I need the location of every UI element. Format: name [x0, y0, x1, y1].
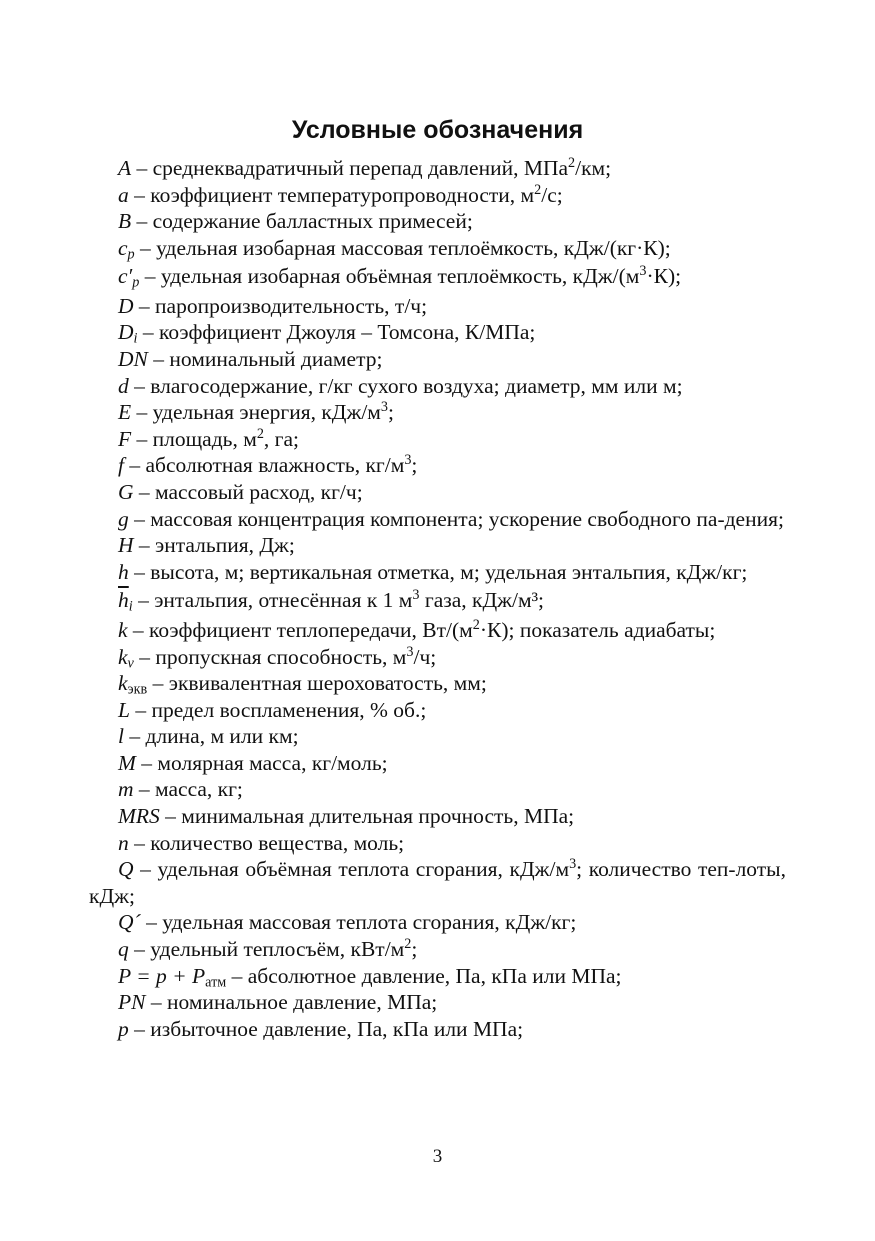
list-item: $\overline{h}i$ – энтальпия, отнесённая к 1 $м^3$ газа, кДж/м³; — [118, 587, 545, 615]
list-item: f – абсолютная влажность, $кг/м^3$; — [118, 452, 418, 478]
list-item: Q – удельная объёмная теплота сгорания, кДж/$м^3$; количество теп-лоты, кДж; — [89, 856, 786, 908]
list-item: q – удельный теплосъём, кВт/$м^2$; — [118, 936, 418, 962]
symbols-list — [89, 155, 786, 1042]
list-item: L – предел воспламенения, % об.; — [118, 697, 427, 722]
list-item: F – площадь, $м^2$, га; — [118, 426, 300, 451]
list-item: a – коэффициент температуропроводности, $м^2/с$; — [118, 181, 563, 207]
list-item: Q´ – удельная массовая теплота сгорания, кДж/кг; — [118, 910, 577, 935]
list-item: k – коэффициент теплопередачи, $Вт/(м^2\cdot К)$; показатель адиабаты; — [118, 617, 716, 642]
page-title: Условные обозначения — [291, 116, 584, 144]
list-item: E – удельная энергия, кДж/$м^3$; — [118, 399, 394, 425]
list-item: c′p – удельная изобарная объёмная теплоёмкость, кДж/$(м^3\cdot К)$; — [118, 263, 682, 291]
list-item: PN – номинальное давление, МПа; — [118, 990, 438, 1015]
list-item: $k_{экв}$ – эквивалентная шероховатость, мм; — [118, 671, 487, 698]
list-item: DN – номинальный диаметр; — [118, 347, 383, 372]
list-item: $P = p + P_{атм}$ – абсолютное давление, Па, кПа или МПа; — [118, 963, 622, 991]
list-item: n – количество вещества, моль; — [118, 830, 405, 855]
list-item: h – высота, м; вертикальная отметка, м; удельная энтальпия, кДж/кг; — [118, 559, 748, 584]
list-item: p – избыточное давление, Па, кПа или МПа; — [118, 1016, 524, 1041]
list-item: B – содержание балластных примесей; — [118, 209, 473, 234]
list-item: m – масса, кг; — [118, 777, 243, 802]
list-item: l – длина, м или км; — [118, 724, 299, 749]
page-number: 3 — [432, 1146, 443, 1167]
list-item: D – паропроизводительность, т/ч; — [118, 293, 428, 318]
list-item: cp – удельная изобарная массовая теплоёмкость, кДж/(кг·К); — [118, 235, 671, 263]
list-item: M – молярная масса, кг/моль; — [118, 750, 388, 775]
list-item: G – массовый расход, кг/ч; — [118, 480, 363, 505]
list-item: A – среднеквадратичный перепад давлений, МПа$^2$/км; — [118, 155, 612, 180]
list-item: g – массовая концентрация компонента; ускорение свободного па-дения; — [118, 506, 784, 531]
list-item: MRS – минимальная длительная прочность, МПа; — [118, 804, 575, 829]
list-item: kv – пропускная способность, $м^3/ч$; — [118, 643, 437, 672]
list-item: Di – коэффициент Джоуля – Томсона, К/МПа; — [118, 320, 536, 348]
list-item: d – влагосодержание, г/кг сухого воздуха; диаметр, мм или м; — [118, 373, 683, 398]
list-item: H – энтальпия, Дж; — [118, 533, 295, 558]
